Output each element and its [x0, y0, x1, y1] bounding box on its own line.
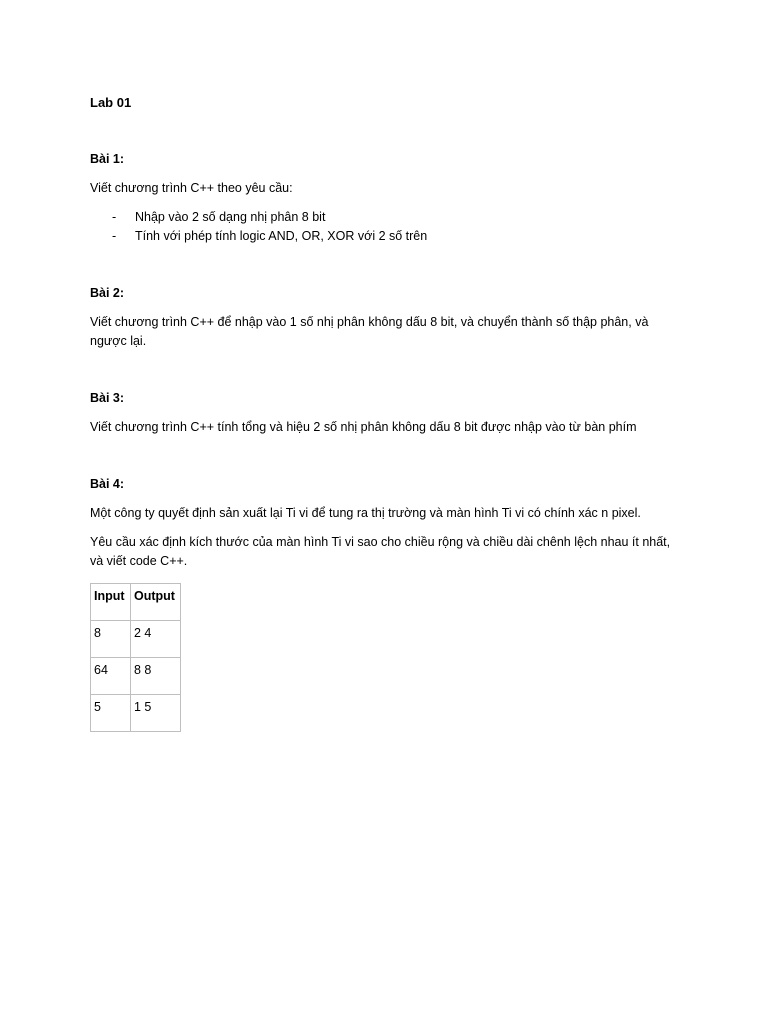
document-title: Lab 01	[90, 95, 132, 110]
bullet-item	[90, 227, 682, 246]
section-paragraph: Viết chương trình C++ theo yêu cầu:	[90, 181, 293, 195]
table-row	[91, 658, 181, 695]
bullet-item	[90, 208, 682, 227]
table-header-row	[91, 584, 181, 621]
section-heading: Bài 4:	[90, 477, 125, 491]
section-heading: Bài 3:	[90, 391, 125, 405]
table-header-cell: Output	[131, 584, 181, 621]
section-bai-3	[90, 389, 682, 437]
bullet-text: Nhập vào 2 số dạng nhị phân 8 bit	[135, 210, 326, 224]
bullet-text: Tính với phép tính logic AND, OR, XOR với 2 số trên	[135, 229, 428, 243]
table-header-cell: Input	[91, 584, 131, 621]
document-content	[90, 93, 682, 732]
section-heading: Bài 2:	[90, 286, 125, 300]
table-cell: 8 8	[131, 658, 181, 695]
table-cell: 1 5	[131, 695, 181, 732]
section-bai-4	[90, 475, 682, 732]
section-paragraph: Một công ty quyết định sản xuất lại Ti vi để tung ra thị trường và màn hình Ti vi có chính xác n pixel.	[90, 506, 641, 520]
table-cell: 8	[91, 621, 131, 658]
table-cell: 2 4	[131, 621, 181, 658]
table-row	[91, 621, 181, 658]
section-bai-1	[90, 150, 682, 246]
table-cell: 5	[91, 695, 131, 732]
input-output-table	[90, 583, 181, 732]
section-paragraph: Yêu cầu xác định kích thước của màn hình Ti vi sao cho chiều rộng và chiều dài chênh lệch nhau ít nhất, và viết code C++.	[90, 535, 671, 568]
table-row	[91, 695, 181, 732]
section-heading: Bài 1:	[90, 152, 125, 166]
bullet-list	[90, 208, 682, 246]
dash-bullet-icon: -	[112, 210, 117, 224]
section-bai-2	[90, 284, 682, 351]
section-paragraph: Viết chương trình C++ để nhập vào 1 số nhị phân không dấu 8 bit, và chuyển thành số thập phân, và ngược lại.	[90, 315, 649, 348]
section-paragraph: Viết chương trình C++ tính tổng và hiệu 2 số nhị phân không dấu 8 bit được nhập vào từ bàn phím	[90, 420, 637, 434]
dash-bullet-icon: -	[112, 229, 117, 243]
table-cell: 64	[91, 658, 131, 695]
